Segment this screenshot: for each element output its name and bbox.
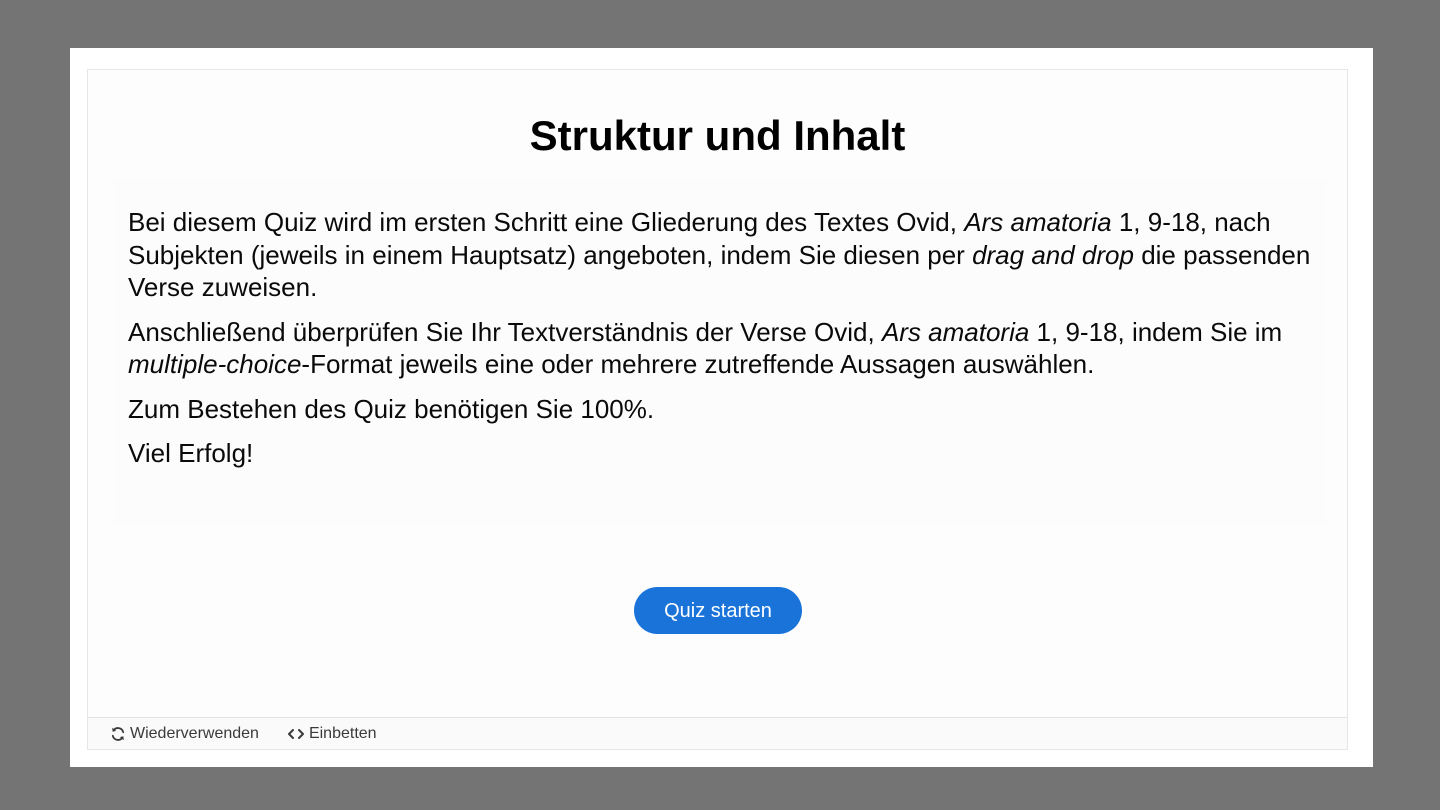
- intro-p2-text-e: -Format jeweils eine oder mehrere zutreffende Aussagen auswählen.: [301, 349, 1095, 379]
- quiz-container: [87, 69, 1348, 750]
- intro-paragraph-3: Zum Bestehen des Quiz benötigen Sie 100%.: [128, 393, 655, 424]
- intro-p2-text-c: 1, 9-18, indem Sie im: [1029, 316, 1283, 347]
- intro-p2-multiple-choice: multiple-choice: [128, 349, 302, 379]
- intro-paragraph-2: [128, 316, 1318, 381]
- content-frame: [70, 48, 1373, 767]
- intro-p1-text-a: Bei diesem Quiz wird im ersten Schritt eine Gliederung des Textes Ovid,: [128, 207, 965, 237]
- intro-p1-text-e: die passenden Verse zuweisen.: [128, 239, 1311, 302]
- reuse-button[interactable]: [110, 725, 259, 743]
- reuse-label: Wiederverwenden: [130, 724, 259, 742]
- intro-text: [114, 180, 1326, 524]
- start-quiz-button[interactable]: Quiz starten: [634, 587, 802, 634]
- intro-p2-work-title: Ars amatoria: [881, 316, 1030, 347]
- code-icon: [287, 727, 305, 741]
- intro-paragraph-4: Viel Erfolg!: [128, 438, 254, 468]
- intro-p1-work-title: Ars amatoria: [964, 207, 1112, 237]
- intro-p1-text-c: 1, 9-18, nach Subjekten (jeweils in einem Hauptsatz) angeboten, indem Sie diesen per: [128, 207, 1271, 270]
- embed-label: Einbetten: [308, 724, 377, 742]
- intro-p2-text-a: Anschließend überprüfen Sie Ihr Textverständnis der Verse Ovid,: [128, 316, 882, 347]
- intro-p1-drag-and-drop: drag and drop: [972, 239, 1134, 270]
- embed-button[interactable]: [287, 725, 377, 743]
- refresh-icon: [110, 726, 126, 742]
- intro-paragraph-1: [128, 206, 1318, 304]
- footer-bar: [88, 717, 1347, 749]
- page-title: Struktur und Inhalt: [529, 112, 906, 159]
